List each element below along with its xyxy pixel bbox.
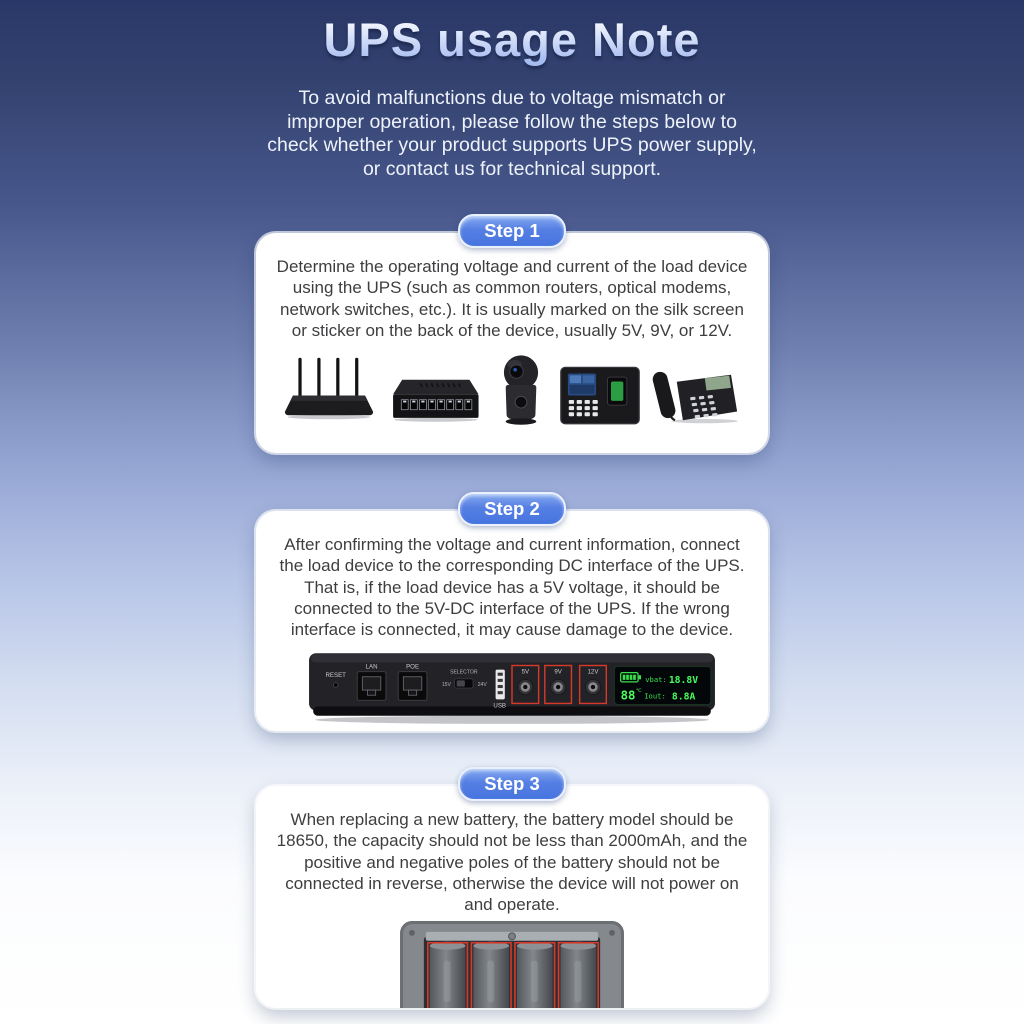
battery-cell-1 bbox=[428, 942, 468, 1009]
step-3-badge: Step 3 bbox=[458, 767, 566, 801]
step-2-card bbox=[256, 511, 768, 731]
usb-port bbox=[496, 669, 505, 699]
dc-12v-label: 12V bbox=[587, 668, 599, 676]
reset-label: RESET bbox=[325, 671, 346, 679]
temp-value: 88 bbox=[620, 688, 636, 703]
intro-text: To avoid malfunctions due to voltage mismatch or improper operation, please follow the steps below to check whether your product supports UPS power supply, or contact us for technical support. bbox=[267, 87, 757, 180]
battery-compartment-image bbox=[398, 919, 626, 1009]
reset-button-hole bbox=[333, 682, 338, 687]
lan-port bbox=[357, 671, 386, 700]
poe-port bbox=[398, 671, 427, 700]
battery-cell-3 bbox=[515, 942, 555, 1009]
selector-15v-label: 15V bbox=[441, 681, 451, 688]
ups-panel-svg bbox=[307, 645, 717, 727]
selector-24v-label: 24V bbox=[477, 681, 487, 688]
step-3-card bbox=[256, 786, 768, 1008]
selector-label: SELECTOR bbox=[450, 669, 478, 676]
fingerprint-terminal-image bbox=[558, 363, 642, 429]
step-2-badge: Step 2 bbox=[458, 492, 566, 526]
dc-9v-label: 9V bbox=[554, 668, 562, 676]
step-2-text: After confirming the voltage and current information, connect the load device to the corresponding DC interface of the UPS. That is, if the load device has a 5V voltage, it should be connected to the 5V-DC interface of the UPS. If the wrong interface is connected, it may cause damage to the device. bbox=[279, 535, 745, 639]
step-3-text: When replacing a new battery, the battery model should be 18650, the capacity should not be less than 2000mAh, and the positive and negative poles of the battery should not be connected in reverse, otherwise the device will not power on and operate. bbox=[276, 810, 748, 914]
page-title: UPS usage Note bbox=[0, 0, 1024, 67]
poe-label: POE bbox=[406, 663, 420, 671]
step-1-text: Determine the operating voltage and current of the load device using the UPS (such as common routers, optical modems, network switches, etc.). It is usually marked on the silk screen or sticker on the back of the device, usually 5V, 9V, or 12V. bbox=[276, 257, 748, 340]
battery-compartment-svg bbox=[398, 919, 626, 1009]
step-1-section bbox=[0, 214, 1024, 453]
step-1-card bbox=[256, 233, 768, 453]
ups-back-panel-image bbox=[307, 645, 717, 727]
iout-label: Iout: bbox=[644, 691, 666, 701]
step-2-section bbox=[0, 492, 1024, 731]
step-1-badge: Step 1 bbox=[458, 214, 566, 248]
lcd-display bbox=[615, 666, 711, 704]
desk-phone-image bbox=[652, 359, 740, 429]
network-switch-image bbox=[384, 365, 484, 429]
selector-knob bbox=[457, 680, 465, 686]
wifi-router-image bbox=[284, 353, 374, 429]
usb-label: USB bbox=[493, 702, 507, 710]
vbat-label: vbat: bbox=[645, 674, 667, 684]
dc-5v-label: 5V bbox=[521, 668, 530, 676]
battery-cell-4 bbox=[559, 942, 599, 1009]
vbat-value: 18.8V bbox=[668, 674, 699, 686]
ptz-camera-image bbox=[494, 351, 548, 429]
iout-value: 8.8A bbox=[671, 691, 696, 703]
lan-label: LAN bbox=[365, 663, 378, 671]
battery-cell-2 bbox=[471, 942, 511, 1009]
temp-unit: ℃ bbox=[636, 687, 642, 694]
step-3-section bbox=[0, 767, 1024, 1008]
device-image-row bbox=[284, 351, 740, 429]
